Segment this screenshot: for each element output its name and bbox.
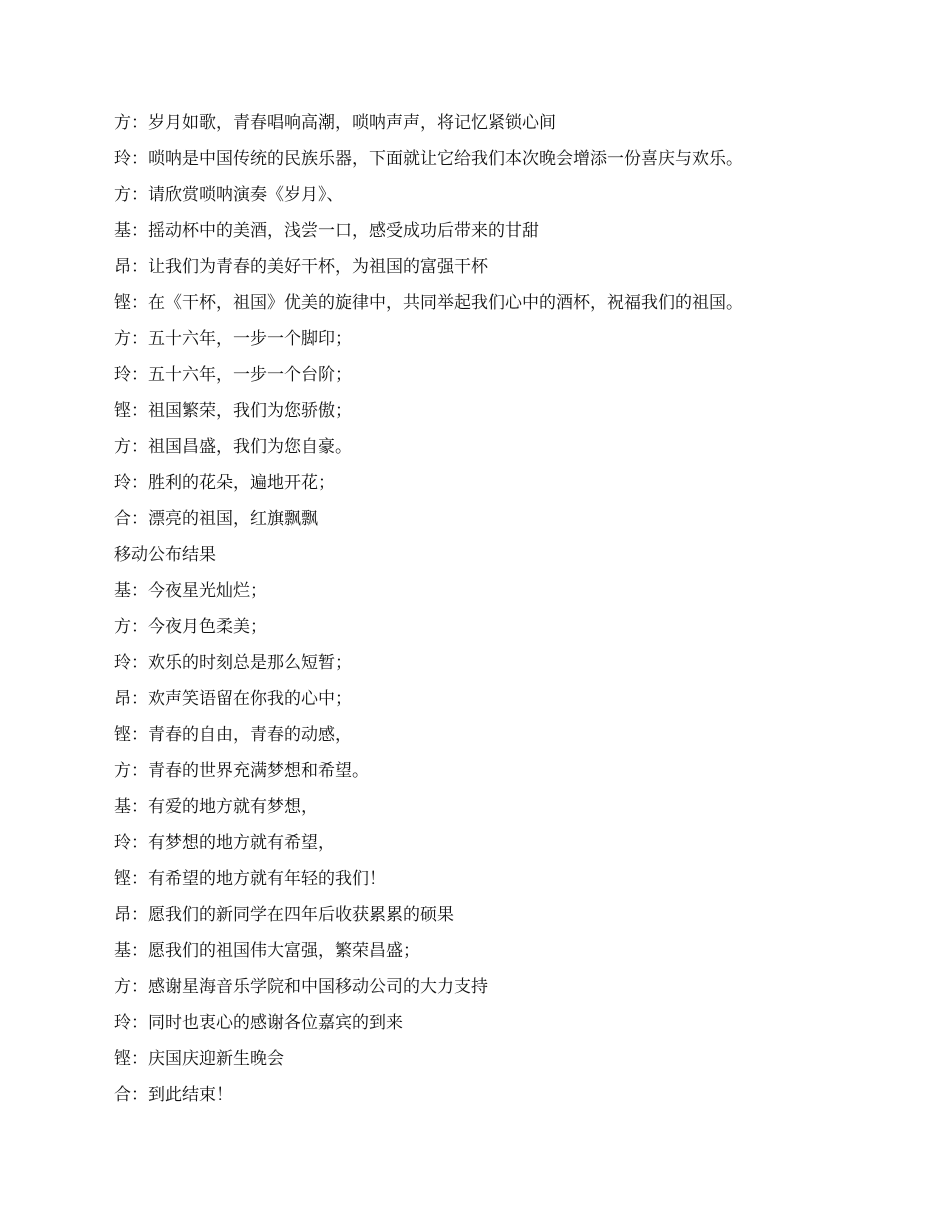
script-line: 玲：同时也衷心的感谢各位嘉宾的到来 — [114, 1013, 403, 1033]
script-line: 铿：庆国庆迎新生晚会 — [114, 1049, 284, 1069]
script-line: 昂：欢声笑语留在你我的心中； — [114, 689, 352, 709]
script-line: 基：摇动杯中的美酒，浅尝一口，感受成功后带来的甘甜 — [114, 221, 539, 241]
script-line: 方：五十六年，一步一个脚印； — [114, 329, 352, 349]
script-line: 基：今夜星光灿烂； — [114, 581, 267, 601]
script-line: 方：感谢星海音乐学院和中国移动公司的大力支持 — [114, 977, 488, 997]
script-line: 合：到此结束！ — [114, 1085, 233, 1105]
script-line: 玲：胜利的花朵，遍地开花； — [114, 473, 335, 493]
script-line: 铿：青春的自由，青春的动感， — [114, 725, 352, 745]
script-line: 方：青春的世界充满梦想和希望。 — [114, 761, 369, 781]
script-line: 合：漂亮的祖国，红旗飘飘 — [114, 509, 318, 529]
script-line: 方：今夜月色柔美； — [114, 617, 267, 637]
script-line: 玲：欢乐的时刻总是那么短暂； — [114, 653, 352, 673]
script-line: 铿：有希望的地方就有年轻的我们！ — [114, 869, 386, 889]
script-line: 基：有爱的地方就有梦想， — [114, 797, 318, 817]
script-line: 玲：有梦想的地方就有希望， — [114, 833, 335, 853]
section-note: 移动公布结果 — [114, 545, 216, 565]
script-line: 方：祖国昌盛，我们为您自豪。 — [114, 437, 352, 457]
script-line: 玲：唢呐是中国传统的民族乐器，下面就让它给我们本次晚会增添一份喜庆与欢乐。 — [114, 149, 743, 169]
script-line: 昂：愿我们的新同学在四年后收获累累的硕果 — [114, 905, 454, 925]
script-line: 基：愿我们的祖国伟大富强，繁荣昌盛； — [114, 941, 420, 961]
script-line: 铿：在《干杯，祖国》优美的旋律中，共同举起我们心中的酒杯，祝福我们的祖国。 — [114, 293, 743, 313]
script-line: 方：岁月如歌，青春唱响高潮，唢呐声声，将记忆紧锁心间 — [114, 113, 556, 133]
script-line: 铿：祖国繁荣，我们为您骄傲； — [114, 401, 352, 421]
script-line: 方：请欣赏唢呐演奏《岁月》、 — [114, 185, 344, 205]
script-lines — [114, 105, 914, 1113]
script-line: 玲：五十六年，一步一个台阶； — [114, 365, 352, 385]
script-line: 昂：让我们为青春的美好干杯，为祖国的富强干杯 — [114, 257, 488, 277]
